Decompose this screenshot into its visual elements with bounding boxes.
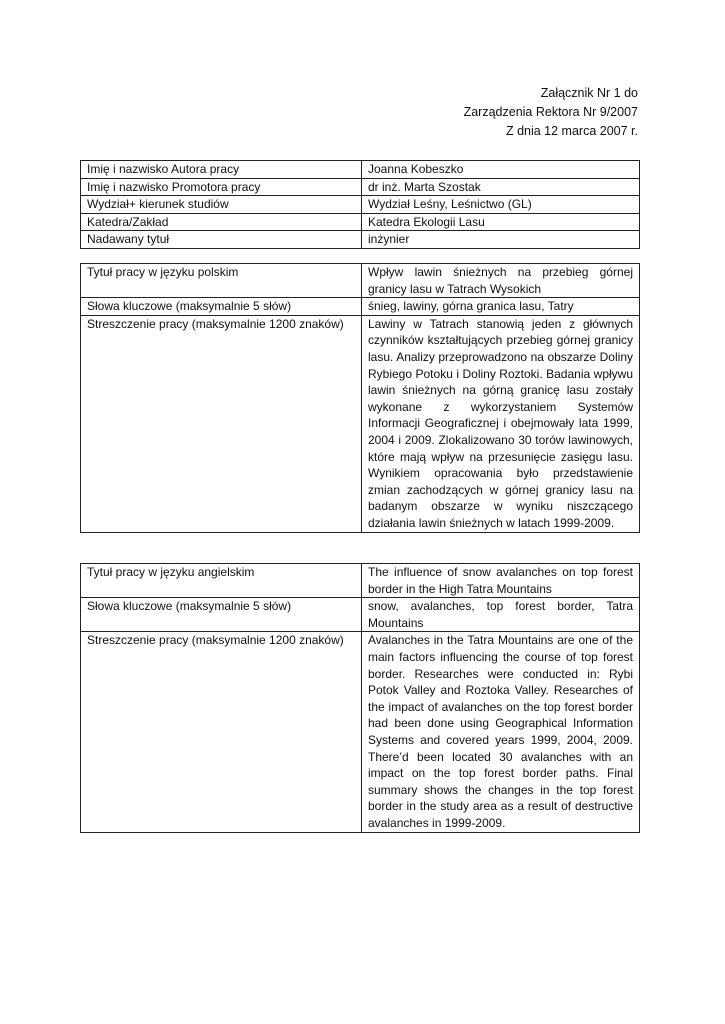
attachment-header [464, 84, 638, 141]
thesis-info-table [80, 160, 640, 249]
table-row [81, 231, 640, 249]
table-row [81, 298, 640, 316]
table-row [81, 315, 640, 532]
polish-abstract-label: Streszczenie pracy (maksymalnie 1200 znaków) [81, 315, 362, 532]
english-summary-table [80, 563, 640, 833]
english-abstract-label: Streszczenie pracy (maksymalnie 1200 znaków) [81, 632, 362, 832]
table-row [81, 264, 640, 298]
department-label: Katedra/Zakład [81, 213, 362, 231]
regulation-date: Z dnia 12 marca 2007 r. [505, 124, 638, 138]
english-title-label: Tytuł pracy w języku angielskim [81, 564, 362, 598]
table-row [81, 196, 640, 214]
table-row [81, 564, 640, 598]
supervisor-value: dr inż. Marta Szostak [362, 178, 640, 196]
table-row [81, 632, 640, 832]
regulation-reference: Zarządzenia Rektora Nr 9/2007 [463, 105, 638, 119]
attachment-number: Załącznik Nr 1 do [540, 86, 638, 100]
supervisor-label: Imię i nazwisko Promotora pracy [81, 178, 362, 196]
author-value: Joanna Kobeszko [362, 161, 640, 179]
polish-title-value: Wpływ lawin śnieżnych na przebieg górnej granicy lasu w Tatrach Wysokich [362, 264, 640, 298]
degree-value: inżynier [362, 231, 640, 249]
english-title-value: The influence of snow avalanches on top forest border in the High Tatra Mountains [362, 564, 640, 598]
faculty-label: Wydział+ kierunek studiów [81, 196, 362, 214]
table-row [81, 161, 640, 179]
table-row [81, 213, 640, 231]
polish-summary-table [80, 263, 640, 533]
polish-keywords-label: Słowa kluczowe (maksymalnie 5 słów) [81, 298, 362, 316]
english-abstract-value: Avalanches in the Tatra Mountains are one of the main factors influencing the course of top forest border. Researches were conducted in: Rybi Potok Valley and Roztoka Valley. Researches of the impact of avalanches on the top forest border had been done using Geographical Information Systems and covered years 1999, 2004, 2009. There’d been located 30 avalanches with an impact on the top forest border paths. Final summary shows the changes in the top forest border in the study area as a result of destructive avalanches in 1999-2009. [362, 632, 640, 832]
polish-keywords-value: śnieg, lawiny, górna granica lasu, Tatry [362, 298, 640, 316]
table-row [81, 598, 640, 632]
polish-title-label: Tytuł pracy w języku polskim [81, 264, 362, 298]
degree-label: Nadawany tytuł [81, 231, 362, 249]
english-keywords-label: Słowa kluczowe (maksymalnie 5 słów) [81, 598, 362, 632]
table-row [81, 178, 640, 196]
faculty-value: Wydział Leśny, Leśnictwo (GL) [362, 196, 640, 214]
department-value: Katedra Ekologii Lasu [362, 213, 640, 231]
english-keywords-value: snow, avalanches, top forest border, Tatra Mountains [362, 598, 640, 632]
polish-abstract-value: Lawiny w Tatrach stanowią jeden z głównych czynników kształtujących przebieg górnej granicy lasu. Analizy przeprowadzono na obszarze Doliny Rybiego Potoku i Doliny Roztoki. Badania wpływu lawin śnieżnych na górną granicę lasu zostały wykonane z wykorzystaniem Systemów Informacji Geograficznej i obejmowały lata 1999, 2004 i 2009. Zlokalizowano 30 torów lawinowych, które mają wpływ na przesunięcie zasięgu lasu. Wynikiem opracowania było przedstawienie zmian zachodzących w górnej granicy lasu na badanym obszarze w wyniku niszczącego działania lawin śnieżnych w latach 1999-2009. [362, 315, 640, 532]
author-label: Imię i nazwisko Autora pracy [81, 161, 362, 179]
